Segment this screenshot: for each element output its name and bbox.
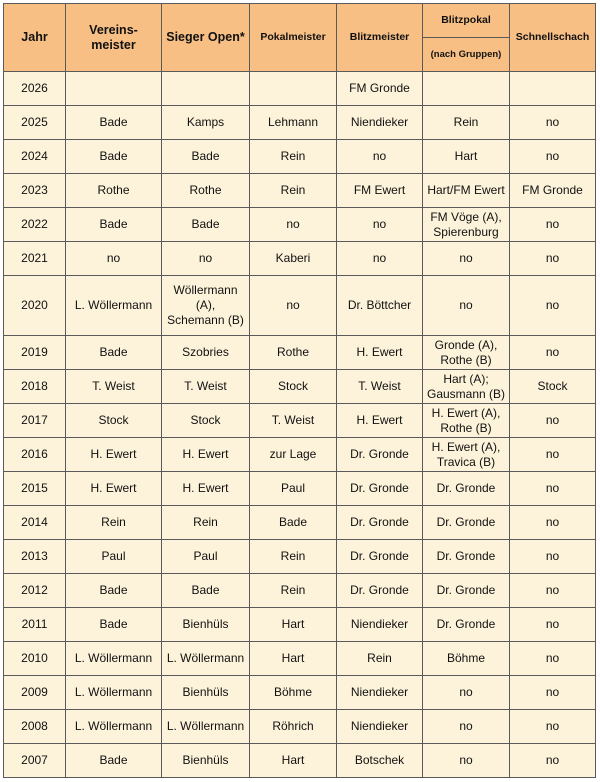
cell-schnellschach [510,72,596,106]
cell-vereinsmeister: L. Wöllermann [66,710,162,744]
cell-schnellschach: no [510,404,596,438]
cell-blitzmeister: no [337,140,423,174]
cell-pokalmeister: Kaberi [250,242,337,276]
table-row [4,276,596,336]
cell-blitzpokal: Hart (A); Gausmann (B) [423,370,510,404]
cell-sieger-open: Bienhüls [162,608,250,642]
cell-vereinsmeister: Stock [66,404,162,438]
cell-vereinsmeister: Bade [66,208,162,242]
table-row [4,574,596,608]
cell-blitzpokal: no [423,676,510,710]
cell-blitzmeister: Dr. Gronde [337,506,423,540]
cell-blitzmeister: Niendieker [337,106,423,140]
cell-schnellschach: no [510,336,596,370]
cell-blitzmeister: no [337,242,423,276]
cell-jahr: 2009 [4,676,66,710]
cell-sieger-open: Bade [162,140,250,174]
cell-pokalmeister: Lehmann [250,106,337,140]
cell-blitzpokal: Dr. Gronde [423,574,510,608]
header-blitzpokal-sub: (nach Gruppen) [423,38,510,72]
cell-vereinsmeister: Bade [66,608,162,642]
cell-blitzmeister: Dr. Gronde [337,438,423,472]
table-row [4,744,596,778]
cell-jahr: 2013 [4,540,66,574]
cell-schnellschach: no [510,438,596,472]
cell-pokalmeister: Rein [250,174,337,208]
cell-pokalmeister: no [250,208,337,242]
header-blitzmeister: Blitzmeister [337,4,423,72]
cell-blitzpokal: no [423,242,510,276]
cell-vereinsmeister: Bade [66,744,162,778]
table-row [4,242,596,276]
table-row [4,710,596,744]
table-row [4,174,596,208]
champions-table [3,3,596,778]
table-row [4,208,596,242]
table-row [4,336,596,370]
cell-jahr: 2019 [4,336,66,370]
cell-sieger-open: Bienhüls [162,676,250,710]
table-row [4,506,596,540]
cell-blitzpokal: Dr. Gronde [423,540,510,574]
cell-jahr: 2022 [4,208,66,242]
cell-sieger-open: T. Weist [162,370,250,404]
cell-pokalmeister: Rein [250,540,337,574]
cell-blitzmeister: Dr. Gronde [337,540,423,574]
cell-pokalmeister: Böhme [250,676,337,710]
cell-pokalmeister: Stock [250,370,337,404]
cell-pokalmeister: Rothe [250,336,337,370]
cell-blitzmeister: FM Gronde [337,72,423,106]
table-row [4,472,596,506]
cell-blitzpokal [423,72,510,106]
cell-sieger-open: Bienhüls [162,744,250,778]
cell-blitzpokal: Böhme [423,642,510,676]
cell-blitzpokal: Gronde (A), Rothe (B) [423,336,510,370]
cell-blitzpokal: no [423,276,510,336]
cell-jahr: 2010 [4,642,66,676]
cell-sieger-open: Wöllermann (A), Schemann (B) [162,276,250,336]
cell-jahr: 2025 [4,106,66,140]
cell-blitzmeister: Niendieker [337,710,423,744]
cell-vereinsmeister: Bade [66,106,162,140]
cell-pokalmeister: Paul [250,472,337,506]
cell-jahr: 2026 [4,72,66,106]
cell-sieger-open: H. Ewert [162,438,250,472]
cell-blitzpokal: Dr. Gronde [423,472,510,506]
cell-vereinsmeister: Paul [66,540,162,574]
cell-schnellschach: no [510,242,596,276]
table-row [4,676,596,710]
cell-sieger-open [162,72,250,106]
cell-pokalmeister: Rein [250,140,337,174]
cell-sieger-open: no [162,242,250,276]
cell-vereinsmeister: L. Wöllermann [66,676,162,710]
cell-sieger-open: Bade [162,574,250,608]
cell-blitzmeister: no [337,208,423,242]
cell-sieger-open: Paul [162,540,250,574]
cell-blitzpokal: FM Vöge (A), Spierenburg [423,208,510,242]
cell-blitzmeister: T. Weist [337,370,423,404]
table-row [4,140,596,174]
cell-vereinsmeister: Rothe [66,174,162,208]
cell-jahr: 2024 [4,140,66,174]
cell-pokalmeister: no [250,276,337,336]
cell-jahr: 2021 [4,242,66,276]
cell-jahr: 2023 [4,174,66,208]
cell-blitzpokal: Rein [423,106,510,140]
cell-blitzmeister: H. Ewert [337,404,423,438]
table-row [4,404,596,438]
table-row [4,608,596,642]
cell-blitzmeister: Dr. Gronde [337,472,423,506]
table-row [4,106,596,140]
cell-blitzmeister: Niendieker [337,608,423,642]
cell-schnellschach: no [510,276,596,336]
cell-blitzpokal: Hart/FM Ewert [423,174,510,208]
cell-jahr: 2007 [4,744,66,778]
cell-vereinsmeister: H. Ewert [66,472,162,506]
cell-blitzmeister: Niendieker [337,676,423,710]
cell-jahr: 2014 [4,506,66,540]
header-pokalmeister: Pokalmeister [250,4,337,72]
cell-sieger-open: H. Ewert [162,472,250,506]
cell-jahr: 2011 [4,608,66,642]
cell-sieger-open: Bade [162,208,250,242]
cell-schnellschach: no [510,574,596,608]
cell-blitzpokal: Dr. Gronde [423,608,510,642]
cell-blitzpokal: H. Ewert (A), Rothe (B) [423,404,510,438]
cell-schnellschach: no [510,208,596,242]
cell-schnellschach: FM Gronde [510,174,596,208]
cell-schnellschach: no [510,744,596,778]
cell-vereinsmeister: no [66,242,162,276]
cell-vereinsmeister: Rein [66,506,162,540]
cell-blitzmeister: Rein [337,642,423,676]
header-jahr: Jahr [4,4,66,72]
cell-sieger-open: Stock [162,404,250,438]
header-blitzpokal: Blitzpokal [423,4,510,38]
cell-pokalmeister: Rein [250,574,337,608]
cell-blitzpokal: no [423,744,510,778]
cell-pokalmeister: Hart [250,642,337,676]
header-sieger-open: Sieger Open* [162,4,250,72]
cell-jahr: 2012 [4,574,66,608]
cell-sieger-open: L. Wöllermann [162,710,250,744]
cell-blitzpokal: Hart [423,140,510,174]
cell-schnellschach: no [510,506,596,540]
table-row [4,642,596,676]
cell-schnellschach: Stock [510,370,596,404]
cell-blitzmeister: Botschek [337,744,423,778]
cell-jahr: 2017 [4,404,66,438]
cell-blitzmeister: Dr. Böttcher [337,276,423,336]
cell-schnellschach: no [510,472,596,506]
cell-schnellschach: no [510,642,596,676]
cell-sieger-open: Kamps [162,106,250,140]
cell-pokalmeister: Bade [250,506,337,540]
cell-sieger-open: Szobries [162,336,250,370]
cell-schnellschach: no [510,676,596,710]
table-body [4,72,596,778]
header-schnellschach: Schnellschach [510,4,596,72]
cell-jahr: 2015 [4,472,66,506]
cell-schnellschach: no [510,710,596,744]
cell-blitzpokal: H. Ewert (A), Travica (B) [423,438,510,472]
cell-blitzpokal: Dr. Gronde [423,506,510,540]
cell-vereinsmeister [66,72,162,106]
cell-schnellschach: no [510,540,596,574]
cell-vereinsmeister: T. Weist [66,370,162,404]
cell-sieger-open: L. Wöllermann [162,642,250,676]
cell-vereinsmeister: H. Ewert [66,438,162,472]
cell-pokalmeister: Röhrich [250,710,337,744]
cell-jahr: 2020 [4,276,66,336]
cell-blitzpokal: no [423,710,510,744]
table-row [4,370,596,404]
cell-pokalmeister: zur Lage [250,438,337,472]
cell-vereinsmeister: L. Wöllermann [66,642,162,676]
cell-pokalmeister: T. Weist [250,404,337,438]
cell-blitzmeister: H. Ewert [337,336,423,370]
table-row [4,540,596,574]
cell-sieger-open: Rothe [162,174,250,208]
table-row [4,72,596,106]
cell-vereinsmeister: Bade [66,140,162,174]
cell-pokalmeister: Hart [250,744,337,778]
cell-jahr: 2018 [4,370,66,404]
cell-blitzmeister: Dr. Gronde [337,574,423,608]
cell-schnellschach: no [510,608,596,642]
cell-schnellschach: no [510,106,596,140]
cell-blitzmeister: FM Ewert [337,174,423,208]
cell-vereinsmeister: Bade [66,336,162,370]
cell-jahr: 2016 [4,438,66,472]
cell-pokalmeister: Hart [250,608,337,642]
cell-jahr: 2008 [4,710,66,744]
table-row [4,438,596,472]
cell-vereinsmeister: Bade [66,574,162,608]
table-header [4,4,596,72]
cell-schnellschach: no [510,140,596,174]
cell-vereinsmeister: L. Wöllermann [66,276,162,336]
cell-sieger-open: Rein [162,506,250,540]
header-vereinsmeister: Vereins- meister [66,4,162,72]
cell-pokalmeister [250,72,337,106]
